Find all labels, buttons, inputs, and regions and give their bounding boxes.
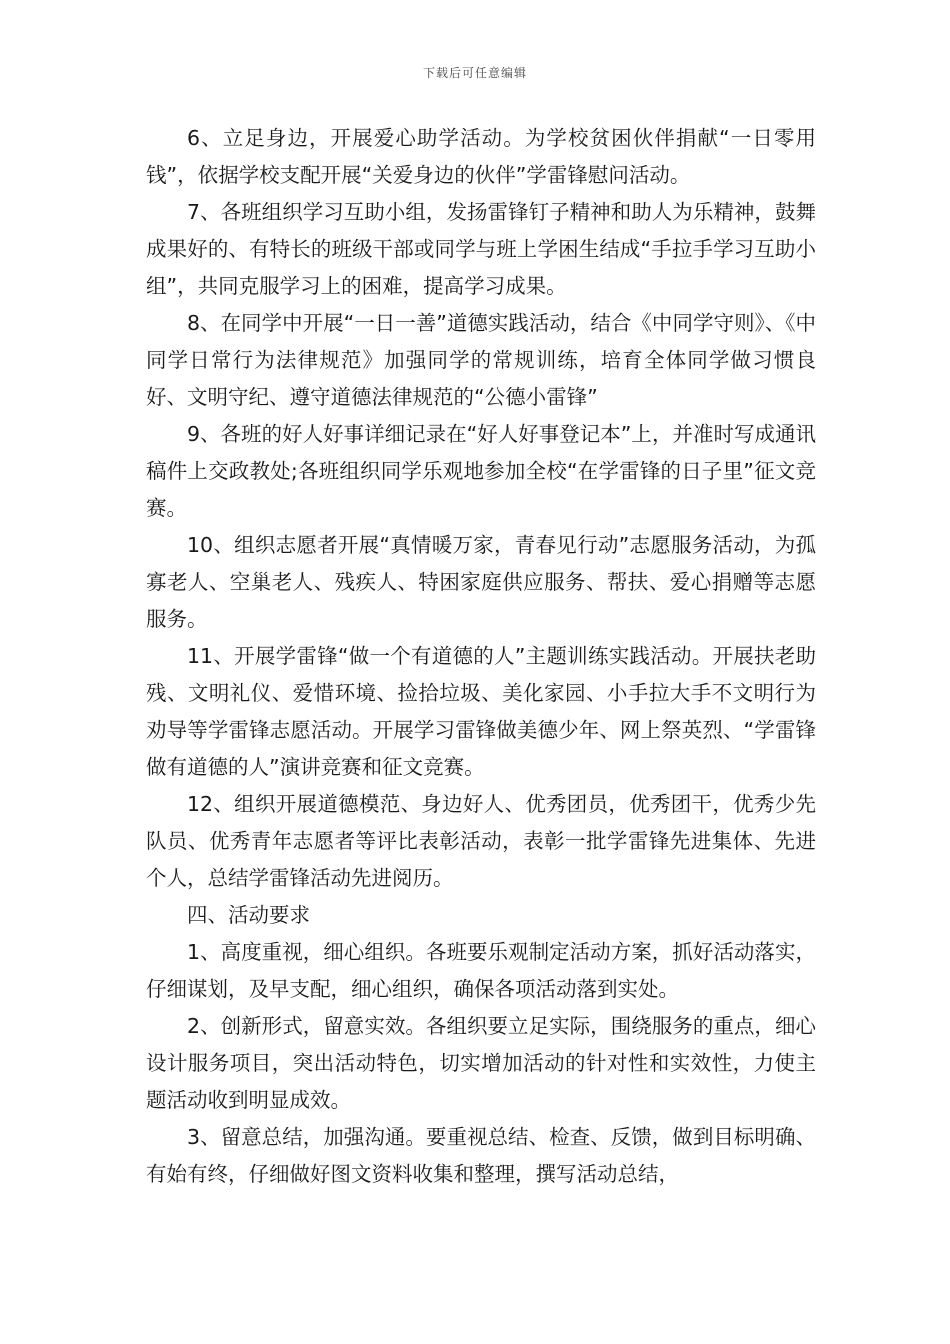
document-body — [146, 120, 816, 1193]
requirement-item-3: 3、留意总结，加强沟通。要重视总结、检查、反馈，做到目标明确、有始有终，仔细做好图文资料收集和整理，撰写活动总结， — [146, 1125, 816, 1186]
paragraph-item-6: 6、立足身边，开展爱心助学活动。为学校贫困伙伴捐献“一日零用钱”，依据学校支配开展“关爱身边的伙伴”学雷锋慰问活动。 — [146, 126, 816, 187]
paragraph-item-9: 9、各班的好人好事详细记录在“好人好事登记本”上，并准时写成通讯稿件上交政教处;各班组织同学乐观地参加全校“在学雷锋的日子里”征文竞赛。 — [146, 422, 816, 520]
paragraph-item-12: 12、组织开展道德模范、身边好人、优秀团员，优秀团干，优秀少先队员、优秀青年志愿者等评比表彰活动，表彰一批学雷锋先进集体、先进个人，总结学雷锋活动先进阅历。 — [146, 792, 816, 890]
paragraph-item-7: 7、各班组织学习互助小组，发扬雷锋钉子精神和助人为乐精神，鼓舞成果好的、有特长的班级干部或同学与班上学困生结成“手拉手学习互助小组”，共同克服学习上的困难，提高学习成果。 — [146, 200, 816, 298]
requirement-item-1: 1、高度重视，细心组织。各班要乐观制定活动方案，抓好活动落实，仔细谋划，及早支配，细心组织，确保各项活动落到实处。 — [146, 940, 816, 1001]
requirement-item-2: 2、创新形式，留意实效。各组织要立足实际，围绕服务的重点，细心设计服务项目，突出活动特色，切实增加活动的针对性和实效性，力使主题活动收到明显成效。 — [146, 1014, 816, 1112]
section-heading-requirements: 四、活动要求 — [187, 903, 310, 927]
paragraph-item-8: 8、在同学中开展“一日一善”道德实践活动，结合《中同学守则》、《中同学日常行为法律规范》加强同学的常规训练，培育全体同学做习惯良好、文明守纪、遵守道德法律规范的“公德小雷锋” — [146, 311, 816, 409]
page-header-note: 下载后可任意编辑 — [422, 66, 527, 80]
paragraph-item-11: 11、开展学雷锋“做一个有道德的人”主题训练实践活动。开展扶老助残、文明礼仪、爱惜环境、捡拾垃圾、美化家园、小手拉大手不文明行为劝导等学雷锋志愿活动。开展学习雷锋做美德少年、网上祭英烈、“学雷锋做有道德的人”演讲竞赛和征文竞赛。 — [146, 644, 816, 779]
paragraph-item-10: 10、组织志愿者开展“真情暖万家，青春见行动”志愿服务活动，为孤寡老人、空巢老人、残疾人、特困家庭供应服务、帮扶、爱心捐赠等志愿服务。 — [146, 533, 816, 631]
